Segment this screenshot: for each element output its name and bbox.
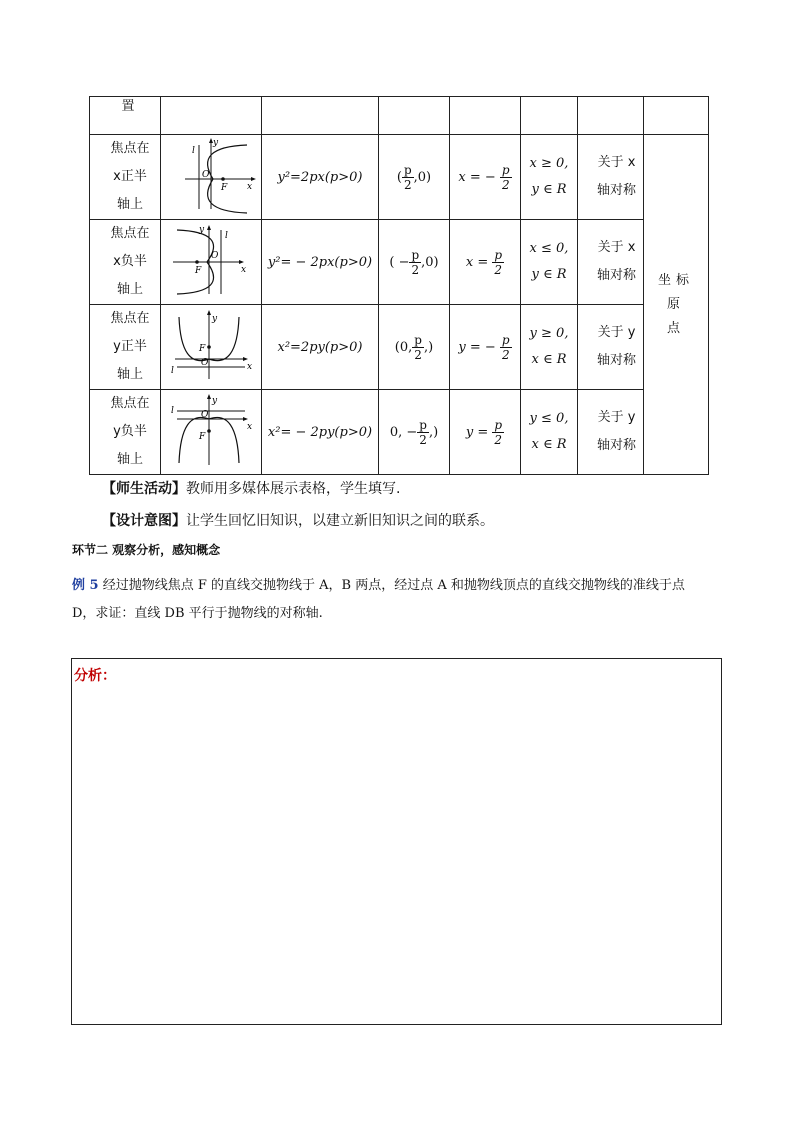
svg-text:x: x	[247, 422, 253, 432]
svg-text:y: y	[199, 225, 205, 235]
directrix: x = − $\frac{p}{2}$	[450, 135, 521, 220]
row-label: 焦点在 y正半 轴上	[90, 305, 161, 390]
focus: (0, $\frac{p}{2}$ ,)	[379, 305, 450, 390]
parabola-graph-icon	[163, 307, 259, 383]
table-row	[90, 390, 709, 475]
graph-y-positive	[161, 305, 262, 390]
example-paragraph: 例 5 经过抛物线焦点 F 的直线交抛物线于 A，B 两点，经过点 A 和抛物线顶点的直线交抛物线的准线于点 D，求证：直线 DB 平行于抛物线的对称轴.	[72, 578, 685, 621]
svg-text:y: y	[213, 138, 219, 148]
partial-row-label: 置	[90, 97, 161, 135]
parabola-graph-icon	[163, 135, 259, 215]
svg-text:O: O	[201, 358, 209, 368]
parabola-graph-icon	[163, 391, 259, 469]
svg-text:x: x	[241, 265, 247, 275]
activity-paragraph: 【师生活动】教师用多媒体展示表格，学生填写.	[102, 481, 401, 497]
svg-text:F: F	[221, 183, 228, 193]
table-row	[90, 305, 709, 390]
graph-x-negative	[161, 220, 262, 305]
graph-y-negative	[161, 390, 262, 475]
equation: y²= − 2px(p>0)	[262, 220, 379, 305]
svg-text:F: F	[195, 266, 202, 276]
range: x ≤ 0, y ∈ R	[521, 220, 578, 305]
svg-text:l: l	[192, 146, 195, 156]
row-label: 焦点在 y负半 轴上	[90, 390, 161, 475]
symmetry: 关于 x 轴对称	[578, 135, 644, 220]
table-row	[90, 220, 709, 305]
graph-x-positive	[161, 135, 262, 220]
directrix: x = $\frac{p}{2}$	[450, 220, 521, 305]
directrix: y = − $\frac{p}{2}$	[450, 305, 521, 390]
table-row	[90, 97, 709, 135]
svg-text:F: F	[199, 432, 206, 442]
svg-text:O: O	[211, 251, 219, 261]
analysis-box	[71, 658, 722, 1025]
row-label: 焦点在 x正半 轴上	[90, 135, 161, 220]
equation: x²= − 2py(p>0)	[262, 390, 379, 475]
directrix: y = $\frac{p}{2}$	[450, 390, 521, 475]
svg-text:O: O	[202, 170, 210, 180]
svg-text:x: x	[247, 182, 253, 192]
focus: 0, − $\frac{p}{2}$ ,)	[379, 390, 450, 475]
example-label: 例 5	[72, 578, 99, 593]
svg-text:F: F	[199, 344, 206, 354]
svg-text:y: y	[212, 396, 218, 406]
svg-text:x: x	[247, 362, 253, 372]
parabola-graph-icon	[163, 222, 259, 298]
svg-text:l: l	[225, 231, 228, 241]
section-title: 环节二 观察分析，感知概念	[72, 543, 221, 557]
symmetry: 关于 y 轴对称	[578, 305, 644, 390]
range: x ≥ 0, y ∈ R	[521, 135, 578, 220]
range: y ≤ 0, x ∈ R	[521, 390, 578, 475]
equation: x²=2py(p>0)	[262, 305, 379, 390]
vertex: 坐标原 点	[644, 135, 709, 475]
design-paragraph: 【设计意图】让学生回忆旧知识，以建立新旧知识之间的联系。	[102, 513, 494, 529]
equation: y²=2px(p>0)	[262, 135, 379, 220]
symmetry: 关于 y 轴对称	[578, 390, 644, 475]
analysis-label: 分析：	[74, 668, 116, 684]
range: y ≥ 0, x ∈ R	[521, 305, 578, 390]
svg-text:l: l	[171, 366, 174, 376]
symmetry: 关于 x 轴对称	[578, 220, 644, 305]
focus: ( $\frac{p}{2}$ ,0)	[379, 135, 450, 220]
table-row	[90, 135, 709, 220]
parabola-table	[89, 96, 709, 475]
row-label: 焦点在 x负半 轴上	[90, 220, 161, 305]
svg-text:O: O	[201, 410, 209, 420]
svg-text:l: l	[171, 406, 174, 416]
focus: ( − $\frac{p}{2}$ ,0)	[379, 220, 450, 305]
svg-text:y: y	[212, 314, 218, 324]
